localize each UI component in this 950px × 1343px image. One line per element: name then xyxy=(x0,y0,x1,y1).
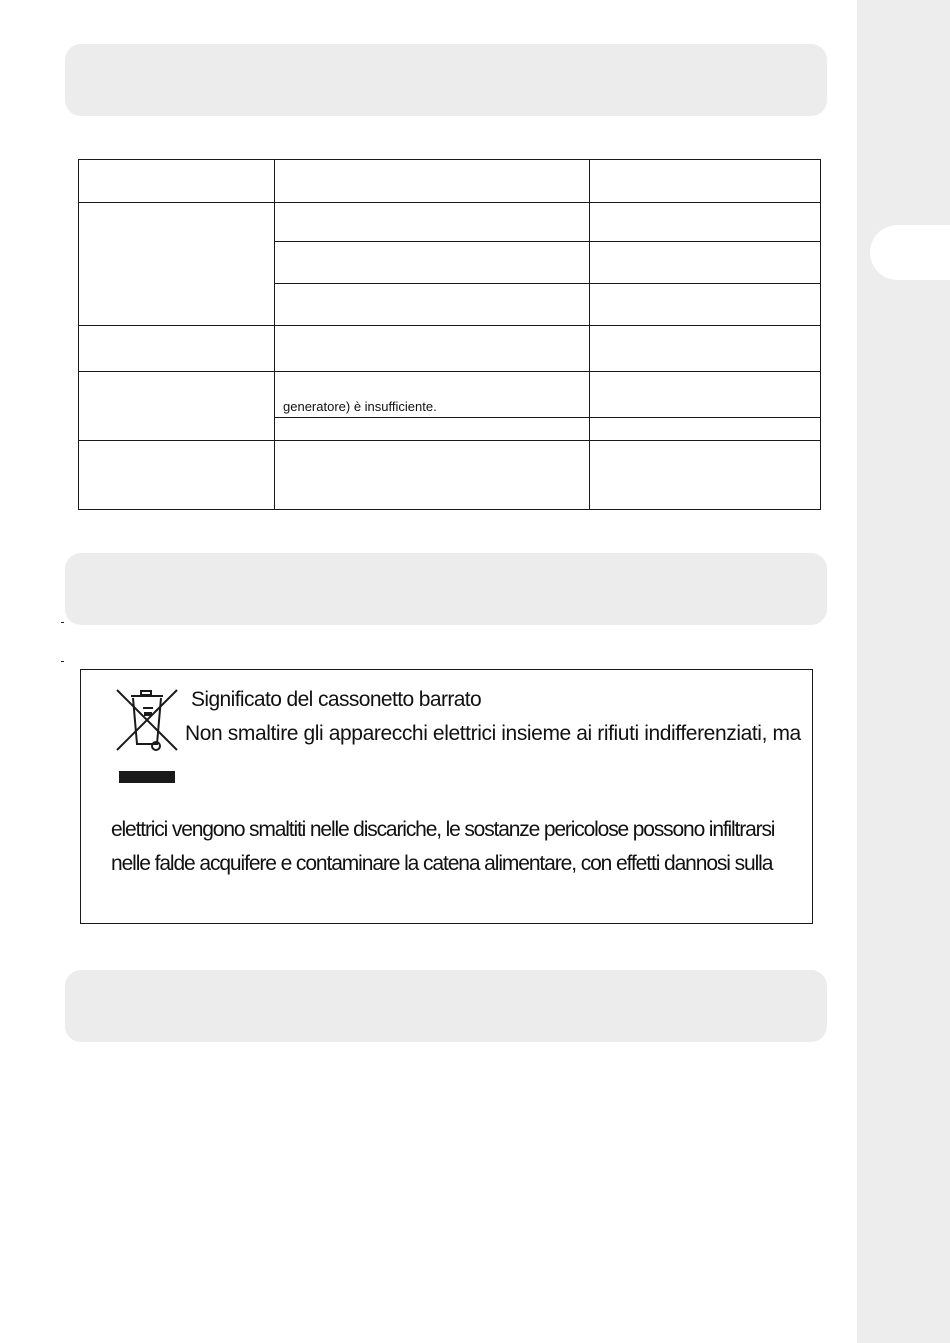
section-header-bar-2 xyxy=(65,553,827,625)
weee-text-line: elettrici vengono smaltiti nelle discariche, le sostanze pericolose possono infiltrarsi xyxy=(111,818,775,841)
table-cell xyxy=(590,326,821,372)
solid-bar-mark xyxy=(119,771,175,783)
table-row xyxy=(79,160,821,203)
table-cell xyxy=(275,160,590,203)
table-cell xyxy=(590,160,821,203)
table-cell xyxy=(275,326,590,372)
table-cell xyxy=(275,418,590,441)
table-cell xyxy=(79,372,275,441)
table-cell xyxy=(79,203,275,326)
table-cell xyxy=(79,160,275,203)
table-row xyxy=(79,441,821,510)
chapter-tab xyxy=(870,225,950,280)
table-cell: generatore) è insufficiente. xyxy=(275,372,590,418)
weee-text-line: nelle falde acquifere e contaminare la catena alimentare, con effetti dannosi sulla xyxy=(111,852,773,875)
weee-title: Significato del cassonetto barrato xyxy=(191,688,482,711)
table-cell xyxy=(275,441,590,510)
section-header-bar-3 xyxy=(65,970,827,1042)
table-row xyxy=(79,372,821,418)
section-header-bar-1 xyxy=(65,44,827,116)
table-cell xyxy=(590,441,821,510)
margin-mark xyxy=(61,622,64,623)
weee-text-line: Non smaltire gli apparecchi elettrici insieme ai rifiuti indifferenziati, ma xyxy=(185,722,801,745)
table-cell xyxy=(590,372,821,418)
table-cell xyxy=(590,418,821,441)
weee-disposal-notice xyxy=(80,669,813,924)
table-cell xyxy=(79,441,275,510)
margin-mark xyxy=(61,661,64,662)
table-cell xyxy=(590,284,821,326)
table-cell xyxy=(275,203,590,242)
table-cell xyxy=(79,326,275,372)
table-cell xyxy=(275,284,590,326)
troubleshooting-table xyxy=(78,159,821,510)
side-margin-strip xyxy=(857,0,950,1343)
table-cell xyxy=(275,242,590,284)
crossed-out-wheelie-bin-icon xyxy=(111,684,183,756)
table-cell xyxy=(590,203,821,242)
table-cell xyxy=(590,242,821,284)
table-row xyxy=(79,326,821,372)
table-row xyxy=(79,203,821,242)
